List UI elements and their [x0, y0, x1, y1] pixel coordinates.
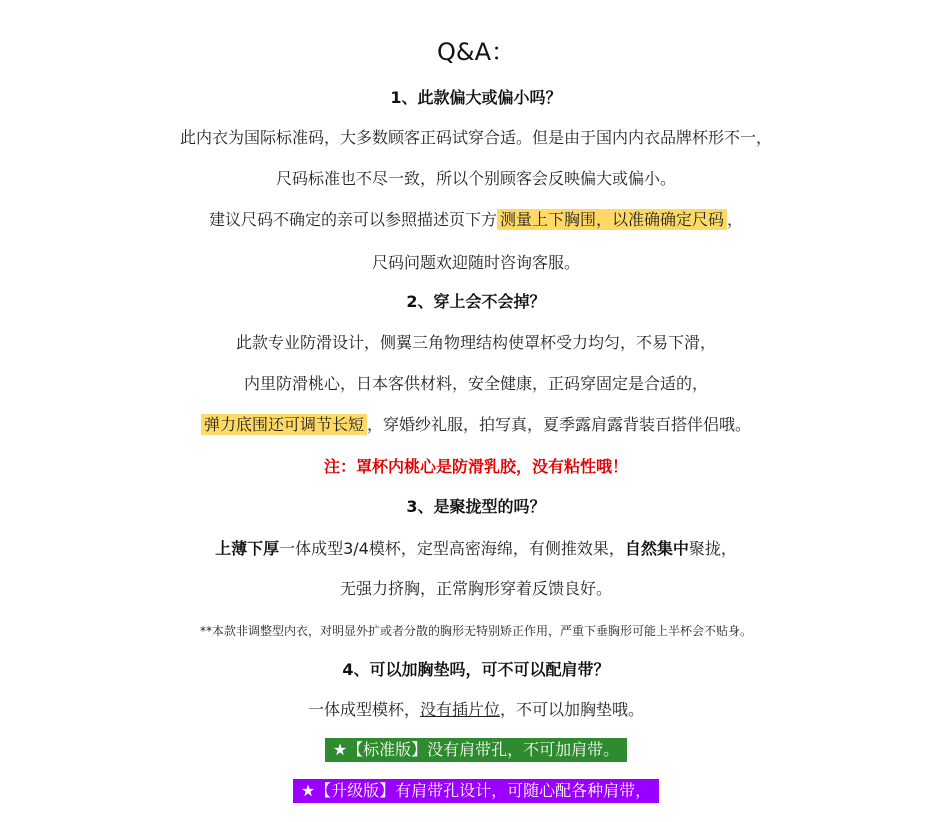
answer-4-underline: 没有插片位: [419, 700, 500, 719]
answer-3-line-2: 无强力挤胸，正常胸形穿着反馈良好。: [339, 579, 612, 598]
answer-3-bold-1: 上薄下厚: [215, 539, 280, 558]
answer-2-line-2: 内里防滑桃心，日本客供材料，安全健康，正码穿固定是合适的，: [243, 374, 708, 393]
answer-2-line-1: 此款专业防滑设计，侧翼三角物理结构使罩杯受力均匀，不易下滑，: [235, 333, 716, 352]
answer-2-line-3-suffix: ，穿婚纱礼服，拍写真，夏季露肩露背装百搭伴侣哦。: [367, 415, 752, 434]
question-3: 3、是聚拢型的吗？: [406, 497, 546, 516]
standard-version-badge: ★【标准版】没有肩带孔，不可加肩带。: [325, 738, 627, 762]
question-4: 4、可以加胸垫吗，可不可以配肩带？: [342, 660, 610, 679]
answer-1-line-1: 此内衣为国际标准码，大多数顾客正码试穿合适。但是由于国内内衣品牌杯形不一，: [179, 128, 772, 147]
upgrade-version-row: [0, 779, 952, 803]
page-title: Q&A：: [436, 38, 516, 66]
answer-1-line-3-prefix: 建议尺码不确定的亲可以参照描述页下方: [208, 210, 497, 229]
answer-4-prefix: 一体成型模杯，: [307, 700, 420, 719]
answer-1-line-3: [0, 208, 952, 232]
answer-1-line-2: 尺码标准也不尽一致，所以个别顾客会反映偏大或偏小。: [275, 169, 676, 188]
silicone-note: 注：罩杯内桃心是防滑乳胶，没有粘性哦！: [323, 457, 628, 476]
answer-4-line-1: [0, 698, 952, 722]
answer-1-line-3-suffix: ，: [727, 210, 744, 229]
answer-4-suffix: ，不可以加胸垫哦。: [500, 700, 645, 719]
answer-3-end: 聚拢，: [688, 539, 737, 558]
answer-1-line-4: 尺码问题欢迎随时咨询客服。: [371, 253, 580, 272]
upgrade-version-badge: ★【升级版】有肩带孔设计，可随心配各种肩带，: [293, 779, 659, 803]
size-measure-highlight: 测量上下胸围，以准确确定尺码: [497, 209, 727, 230]
answer-3-small-note: **本款非调整型内衣，对明显外扩或者分散的胸形无特别矫正作用，严重下垂胸形可能上半杯会不贴身。: [199, 624, 752, 638]
answer-2-line-3: [0, 413, 952, 437]
answer-3-line-1: [0, 537, 952, 561]
question-2: 2、穿上会不会掉？: [406, 292, 546, 311]
standard-version-row: [0, 738, 952, 762]
adjustable-band-highlight: 弹力底围还可调节长短: [201, 414, 367, 435]
answer-3-mid: 一体成型3/4模杯，定型高密海绵，有侧推效果，: [279, 539, 625, 558]
question-1: 1、此款偏大或偏小吗？: [390, 88, 562, 107]
answer-3-bold-2: 自然集中: [624, 539, 689, 558]
